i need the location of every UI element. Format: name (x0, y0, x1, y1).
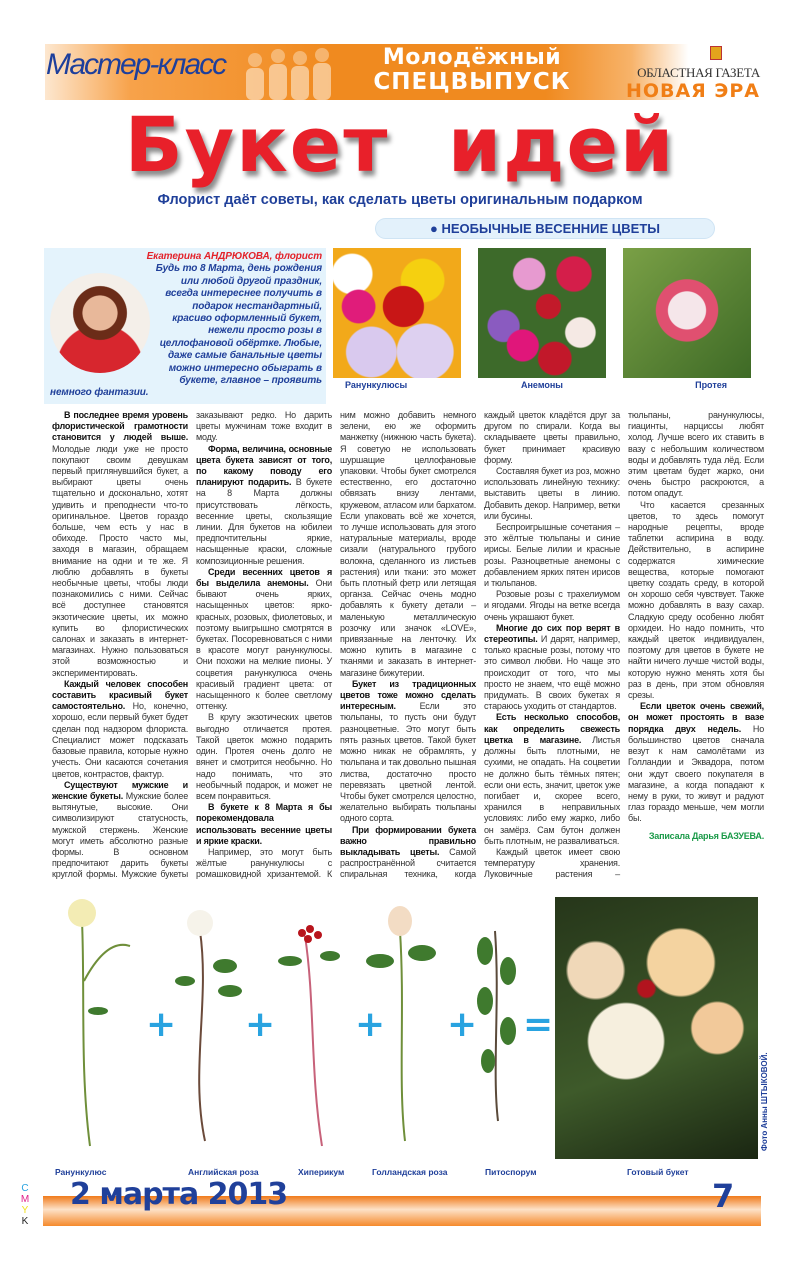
paragraph-text: Мужские более вытянутые, высокие. Они символизируют статусность, мужской стержень. Женские могут иметь абсолютно разные формы. В основном предпочитают дарить букеты круглой формы. Мужские букеты заказывают редко. Но дарить цветы мужчинам тоже входит в моду. (52, 410, 332, 880)
cmyk-y: Y (21, 1205, 29, 1216)
headline: Букет идей (124, 100, 676, 189)
special-issue-label (372, 46, 572, 94)
special-line-2: СПЕЦВЫПУСК (373, 69, 571, 95)
paragraph-text: Розовые розы с трахелиумом и ягодами. Ягоды на ветке всегда очень украшают букет. (484, 589, 620, 622)
component-caption: Готовый букет (627, 1167, 689, 1177)
author-credit: Записала Дарья БАЗУЕВА. (648, 830, 764, 841)
article-paragraph (628, 500, 764, 702)
paragraph-lead: Форма, величина, основные цвета букета зависят от того, по какому поводу его планируют подарить. (196, 443, 332, 488)
paragraph-text: Каждый цветок имеет свою температуру хранения. Луковичные растения – тюльпаны, ранункулюсы, гиацинты, нарциссы любят холод. Лучше всего их ставить в вазу с небольшим количеством воды и добавлять туда лёд. Если этим цветам будет жарко, они очень быстро раскроются, а потом опадут. (484, 410, 764, 880)
special-line-1: Молодёжный (382, 45, 562, 70)
rubric-label: ● НЕОБЫЧНЫЕ ВЕСЕННИЕ ЦВЕТЫ (375, 218, 715, 239)
article-paragraph (196, 567, 332, 713)
article-paragraph (196, 444, 332, 567)
plus-sign: + (447, 1004, 478, 1045)
plus-sign: + (245, 1004, 276, 1045)
cmyk-c: C (21, 1183, 29, 1194)
paragraph-text: Листья должны быть плотными, не сухими, не опадать. На соцветии не должно быть тёмных пятен; если они есть, значит, цветок уже погибает и, скорее всего, хранился в неправильных условиях: либо ему жарко, либо он замёрз. Сам бутон должен быть плотным, не разваливаться. (484, 734, 620, 846)
component-caption: Голландская роза (372, 1167, 448, 1177)
intro-tail: немного фантазии. (50, 387, 149, 399)
paragraph-lead: В букете к 8 Марта я бы порекомендовала использовать весенние цветы и яркие краски. (196, 802, 332, 846)
issue-date: 2 марта 2013 (70, 1177, 288, 1212)
newspaper-logo (620, 46, 760, 101)
youth-group-image (240, 46, 340, 100)
cmyk-k: K (21, 1216, 29, 1227)
cmyk-m: M (20, 1194, 30, 1205)
paragraph-text: В кругу экзотических цветов выгодно отличается протея. Такой цветок можно подарить один. Протея очень долго не вянет и смотрится необычно. Но надо понимать, что это необычный подарок, и может не всем понравиться. (196, 712, 332, 801)
photo-credit: Фото Анны ШТЫКОВОЙ. (760, 1052, 769, 1151)
photo-caption: Протея (695, 380, 727, 390)
paragraph-text: В букете на 8 Марта должны присутствовать лёгкость, весенние цветы, скользящие линии. Для букетов на юбилеи предпочтительны яркие, насыщенные краски, сложные композиционные решения. (196, 477, 332, 566)
paragraph-text: Молодые люди уже не просто покупают своим девушкам первый приглянувшийся букет, а выбирают цветы очень тщательно и досконально, хотят удивить и преподнести что-то оригинальное. Цветов гораздо больше, чем есть у нас в обиходе. Просто часто мы, заходя в магазин, обращаем внимание на одни и те же. Я люблю добавлять в букеты необычные цветы, чтобы люди познакомились с ними. Сейчас всё доступнее становятся экзотические цветы, их можно купить во флористических салонах и заказать в интернет-магазинах. Нужно пользоваться этой возможностью и экспериментировать. (52, 443, 188, 678)
paragraph-text: Но большинство цветов сначала везут к нам самолётами из Голландии и Эквадора, потом они ждут своего покупателя в магазине, а когда попадают к нему в руки, то живут и радуют глаз гораздо меньше, чем могли бы. (628, 723, 765, 824)
component-caption: Хиперикум (298, 1167, 345, 1177)
section-title: Мастер-класс (46, 48, 226, 81)
photo-caption: Ранункулюсы (345, 380, 408, 390)
dutch-rose-stem (400, 931, 405, 1141)
paragraph-text: И дарят, например, только красные розы, потому что это символ любви. Но чаще это происходит от того, что мы просто не знаем, что ещё можно придумать. В своих букетах я стараюсь уходить от стандартов. (484, 634, 620, 712)
article-paragraph (484, 712, 620, 846)
plus-sign: + (355, 1004, 386, 1045)
lower-section (0, 891, 800, 1269)
intro-author: Екатерина АНДРЮКОВА, флорист (146, 251, 322, 262)
article-paragraph (52, 679, 188, 780)
paragraph-lead: Многие до сих пор верят в стереотипы. (484, 622, 620, 645)
equals-sign: = (523, 1004, 554, 1045)
paragraph-lead: В последнее время уровень флористической грамотности становится у людей выше. (52, 410, 188, 443)
paper-name: НОВАЯ ЭРА (625, 80, 760, 102)
component-caption: Питоспорум (485, 1167, 537, 1177)
page-number: 7 (712, 1177, 735, 1215)
article-paragraph (340, 679, 476, 825)
paragraph-text: Самой распространённой считается спиральная техника, когда каждый цветок кладётся друг за другом по спирали. Когда вы складываете цветы правильно, букет принимает красивую форму. (340, 410, 620, 880)
crest-icon (710, 46, 722, 60)
article-paragraph (484, 623, 620, 713)
component-caption: Ранункулюс (55, 1167, 107, 1177)
paragraph-text: Составляя букет из роз, можно использовать линейную технику: выставить цветы в линию. Добавить декор. Например, ветки или бусины. (484, 466, 620, 521)
paragraph-text: Если это тюльпаны, то пусть они будут разноцветные. Это могут быть пять разных цветов. Такой букет можно никак не обрамлять, у тюльпана и так довольно пышная листва, достаточно просто перевязать цветной лентой. Чтобы букет смотрелся целостно, желательно выбирать тюльпаны одного сорта. (340, 701, 476, 824)
paragraph-text: Что касается срезанных цветов, то здесь помогут народные рецепты, вроде таблетки аспирина в воду. Действительно, в аспирине содержатся химические вещества, которые помогают цветку создать среду, в которой он хорошо себя чувствует. Также можно добавлять в вазу сахар. Сладкую среду особенно любят орхидеи. Но надо помнить, что каждый цветок индивидуален, поэтому для цветов в букете не найти ничего лучше чистой воды, которую нужно менять хотя бы раз в день, при этом обновляя срезы. (628, 499, 764, 701)
plus-sign: + (146, 1004, 177, 1045)
ranunculus-stem (82, 921, 90, 1146)
english-rose-stem (199, 931, 205, 1141)
protea-photo (623, 248, 751, 378)
anemone-photo (478, 248, 606, 378)
paragraph-lead: Среди весенних цветов я бы выделила анемоны. (196, 566, 332, 589)
subheadline: Флорист даёт советы, как сделать цветы оригинальным подарком (157, 192, 643, 208)
photo-caption: Анемоны (521, 380, 563, 390)
florist-portrait (50, 273, 150, 373)
intro-text: Будь то 8 Марта, день рождения или любой другой праздник, всегда интереснее получить в подарок нестандартный, красиво оформленный букет, нежели просто розы в целлофановой обёртке. Любые, даже самые банальные цветы можно интересно обыграть в букете, главное – проявить (155, 263, 322, 387)
paragraph-lead: Если цветок очень свежий, он может простоять в вазе порядка двух недель. (628, 701, 764, 734)
paragraph-text: Они бывают очень ярких, насыщенных цветов: ярко-красных, розовых, фиолетовых, и поэтому выигрышно смотрятся в букетах. Посоревноваться с ними в красоте могут ранункулюсы. Они похожи на мелкие пионы. У соцветия ранункулюса очень красивый градиент цвета: от насыщенного к более светлому оттенку. (196, 578, 332, 712)
pittosporum-stem (495, 931, 498, 1121)
article-paragraph (196, 712, 332, 802)
paragraph-lead: Букет из традиционных цветов тоже можно сделать интересным. (340, 678, 476, 712)
article-paragraph (484, 466, 620, 522)
finished-bouquet-photo (555, 897, 758, 1159)
paragraph-lead: Существуют мужские и женские букеты. (52, 779, 188, 801)
article-paragraph (628, 701, 764, 824)
hypericum-stem (305, 936, 322, 1146)
article-paragraph (484, 522, 620, 589)
article-paragraph (196, 802, 332, 847)
intro-quote (50, 251, 322, 400)
paragraph-text: Например, это могут быть жёлтые ранункулюсы с ромашковидной хризантемой. К ним можно добавить немного зелени, ею же оформить манжетку (нижнюю часть букета). Я советую не использовать шуршащие целлофановые упаковки. Чтобы букет смотрелся естественно, его достаточно обвязать внизу лентами, кружевом, атласом или бархатом. Если упаковать всё же хочется, то лучше использовать для этого натуральные материалы, вроде сизали (натурального грубого волокна, сделанного из листьев растения) или ткани: это может быть плотный фетр или летящая органза. Сейчас очень модно добавлять к букету детали – маленькую металлическую розочку или значок «LOVE», привязанные на ленточку. Их можно купить в магазине с тканями и заказать в интернет-магазине бижутерии. (196, 410, 477, 880)
paragraph-text: Но, конечно, хорошо, если первый букет будет сделан под надзором флориста. Специалист может подсказать базовые правила, которые нужно учесть. Они касаются сочетания цветов, контрастов, фактур. (52, 701, 188, 779)
article-paragraph (52, 410, 188, 679)
paragraph-lead: Есть несколько способов, как определить свежесть цветка в магазине. (484, 712, 620, 745)
paragraph-lead: При формировании букета важно правильно выкладывать цветы. (340, 824, 476, 857)
paragraph-text: Беспроигрышные сочетания – это жёлтые тюльпаны и синие ирисы. Белые лилии и красные розы. Разноцветные анемоны с добавлением ярких пятен ирисов и тюльпанов. (484, 522, 620, 589)
article-paragraph (484, 589, 620, 623)
paper-label: ОБЛАСТНАЯ ГАЗЕТА (637, 65, 760, 80)
article-body (52, 410, 764, 881)
paragraph-lead: Каждый человек способен составить красивый букет самостоятельно. (52, 678, 188, 712)
ranunculus-photo (333, 248, 461, 378)
component-caption: Английская роза (188, 1167, 259, 1177)
